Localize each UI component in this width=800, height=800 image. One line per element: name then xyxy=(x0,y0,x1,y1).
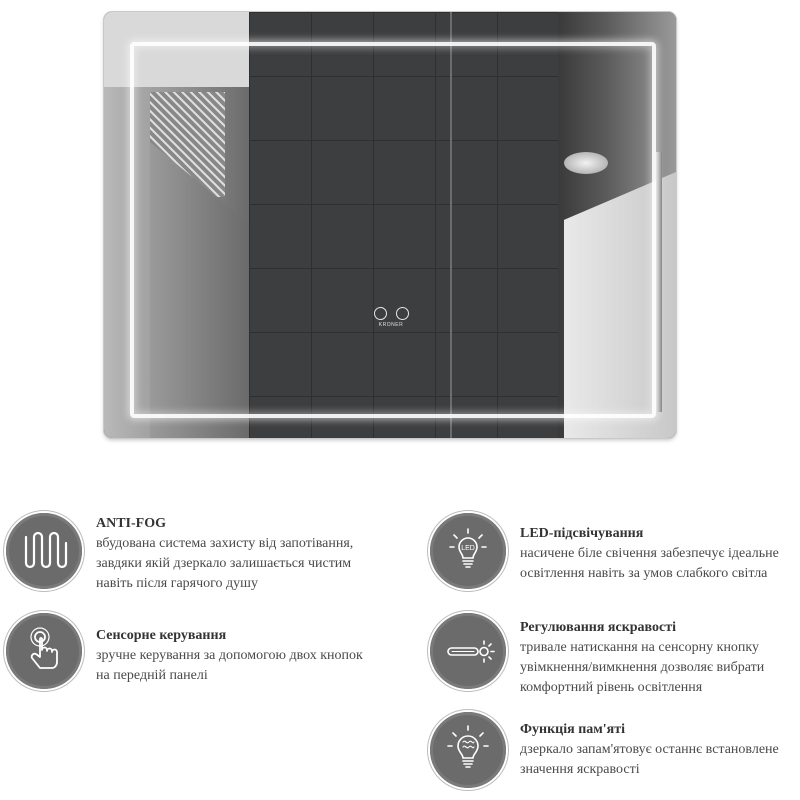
memory-bulb-icon xyxy=(430,712,506,788)
led-frame xyxy=(130,42,656,418)
feature-title: ANTI-FOG xyxy=(96,516,166,531)
feature-title: LED-підсвічування xyxy=(520,526,644,541)
shower-pipe xyxy=(656,152,662,412)
feature-text-line: освітлення навіть за умов слабкого світла xyxy=(520,566,768,581)
touch-hand-icon xyxy=(6,613,82,689)
feature-text-line: насичене біле свічення забезпечує ідеальне xyxy=(520,546,779,561)
feature-title: Регулювання яскравості xyxy=(520,620,676,635)
feature-text-line: вбудована система захисту від запотівання, xyxy=(96,536,354,551)
feature-text-line: завдяки якій дзеркало залишається чистим xyxy=(96,556,352,571)
feature-text-line: зручне керування за допомогою двох кнопок xyxy=(96,648,363,663)
mirror-touch-button-antifog xyxy=(396,307,409,320)
feature-text-line: значення яскравості xyxy=(520,762,640,777)
brand-logo: KRONER xyxy=(378,322,404,328)
svg-text:LED: LED xyxy=(461,545,475,552)
mirror-image xyxy=(104,12,676,438)
brightness-tube-icon xyxy=(430,613,506,689)
feature-text-line: дзеркало запам'ятовує останнє встановлене xyxy=(520,742,779,757)
feature-title: Сенсорне керування xyxy=(96,628,227,643)
led-bulb-icon xyxy=(430,513,506,589)
feature-text-line: тривале натискання на сенсорну кнопку xyxy=(520,640,760,655)
feature-text-line: комфортний рівень освітлення xyxy=(520,680,703,695)
feature-title: Функція пам'яті xyxy=(520,722,626,737)
feature-text-line: на передній панелі xyxy=(96,668,208,683)
mirror-touch-button-light xyxy=(374,307,387,320)
feature-text-line: навіть після гарячого душу xyxy=(96,576,258,591)
wave-coil-icon xyxy=(6,513,82,589)
feature-text-line: увімкнення/вимкнення дозволяє вибрати xyxy=(520,660,765,675)
